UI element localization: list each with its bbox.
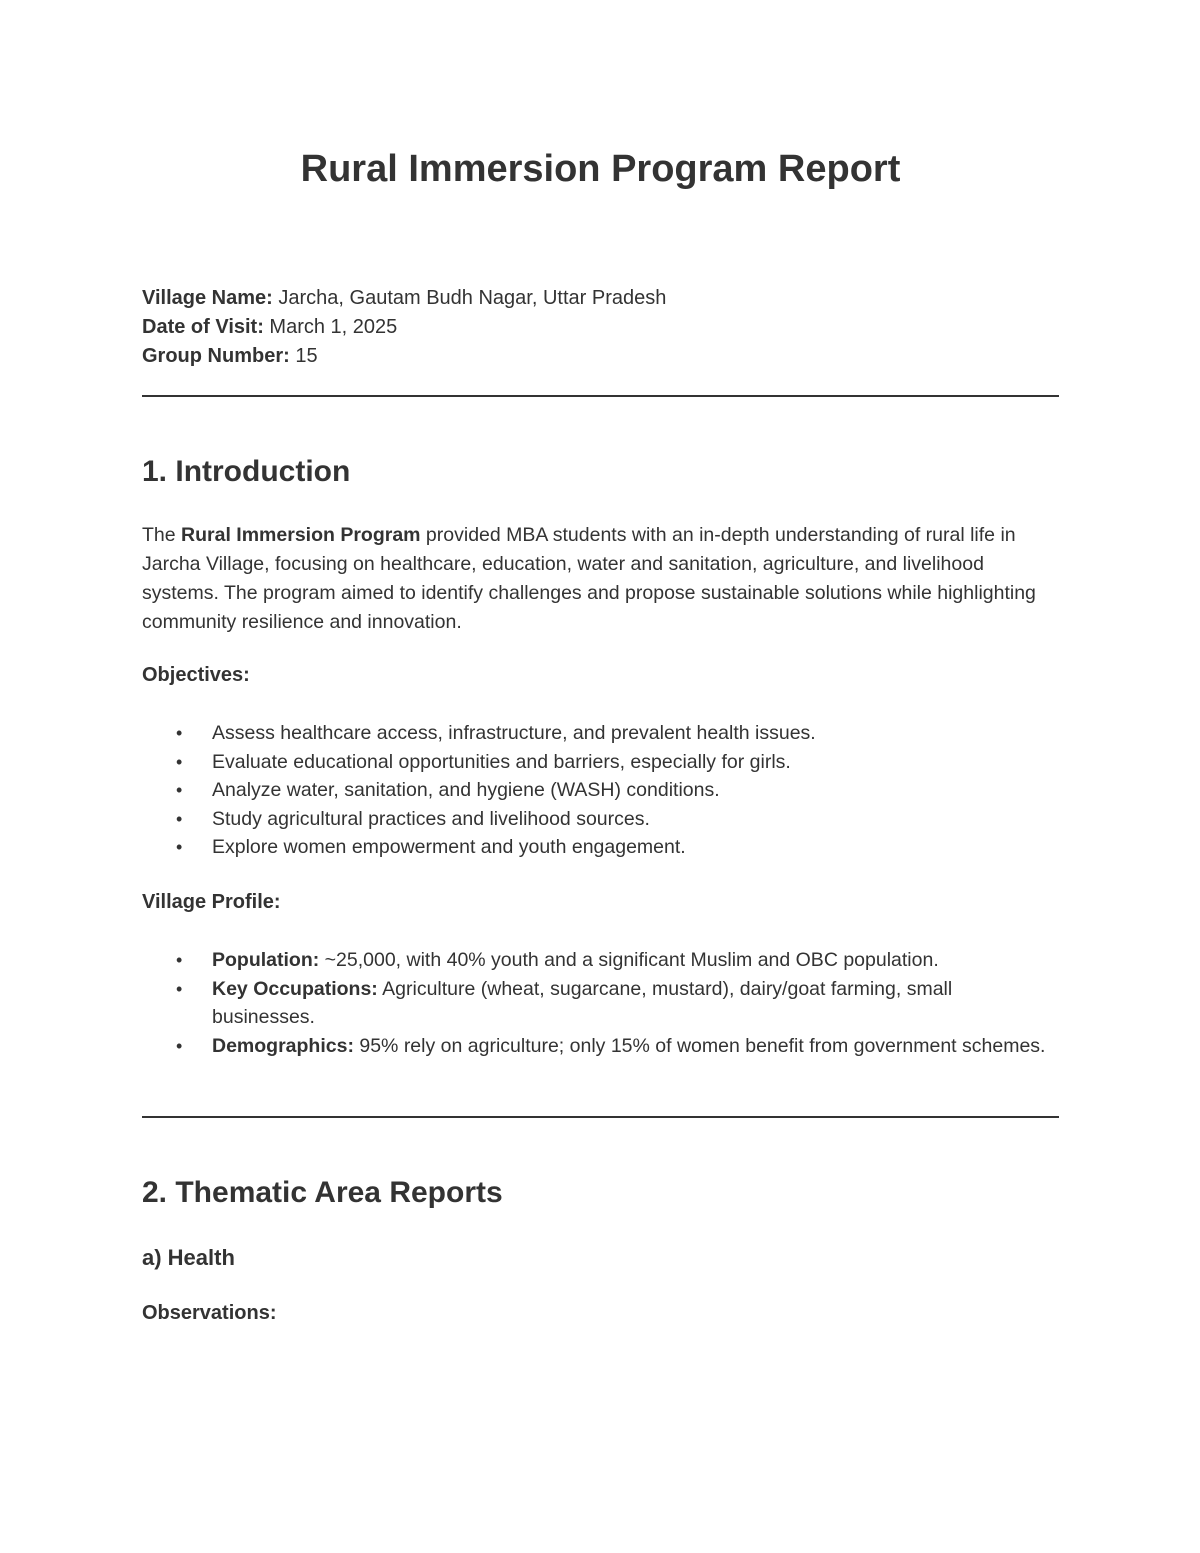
list-item [142, 833, 1059, 862]
village-profile-label: Village Profile: [142, 891, 281, 913]
objectives-list [142, 719, 1059, 862]
group-number-row [142, 342, 666, 371]
village-profile-list [142, 946, 1059, 1060]
bullet-icon: • [176, 808, 183, 829]
report-meta [142, 284, 666, 371]
horizontal-divider [142, 1116, 1059, 1118]
objective-text: Assess healthcare access, infrastructure, and prevalent health issues. [212, 722, 816, 744]
village-name-label: Village Name: [142, 287, 273, 309]
objective-text: Explore women empowerment and youth engagement. [212, 836, 686, 859]
intro-prefix: The [142, 524, 182, 546]
list-item [142, 776, 1059, 805]
introduction-paragraph [142, 521, 1059, 637]
village-name-row [142, 284, 666, 313]
objective-text: Evaluate educational opportunities and barriers, especially for girls. [212, 750, 791, 773]
group-number-label: Group Number: [142, 345, 290, 367]
bullet-icon: • [176, 1035, 183, 1056]
list-item [142, 805, 1059, 834]
intro-body: provided MBA students with an in-depth understanding of rural life in Jarcha Village, focusing on healthcare, education, water and sanitation, agriculture, and livelihood systems. The program aimed to identify challenges and propose sustainable solutions while highlighting community resilience and innovation. [142, 524, 1036, 633]
intro-program-name: Rural Immersion Program [181, 524, 421, 546]
bullet-icon: • [176, 723, 183, 743]
profile-item-label: Demographics: [212, 1034, 354, 1057]
list-item [142, 748, 1059, 777]
bullet-icon: • [176, 978, 183, 999]
bullet-icon: • [176, 837, 183, 858]
bullet-icon: • [176, 950, 183, 970]
bullet-icon: • [176, 751, 183, 772]
observations-label: Observations: [142, 1302, 277, 1324]
profile-item-text: ~25,000, with 40% youth and a significant Muslim and OBC population. [319, 949, 939, 971]
list-item [142, 1032, 1059, 1061]
thematic-heading: 2. Thematic Area Reports [142, 1176, 503, 1209]
profile-item-label: Population: [212, 949, 320, 971]
bullet-icon: • [176, 780, 183, 801]
objectives-label: Objectives: [142, 664, 250, 686]
objective-text: Study agricultural practices and livelihood sources. [212, 807, 650, 830]
document-title: Rural Immersion Program Report [300, 148, 901, 190]
profile-item-text: 95% rely on agriculture; only 15% of women benefit from government schemes. [353, 1034, 1046, 1057]
list-item [142, 719, 1059, 748]
profile-item-text: Agriculture (wheat, sugarcane, mustard), dairy/goat farming, small businesses. [212, 977, 953, 1029]
date-of-visit-row [142, 313, 666, 342]
introduction-heading: 1. Introduction [142, 455, 351, 488]
objective-text: Analyze water, sanitation, and hygiene (WASH) conditions. [212, 779, 720, 802]
group-number-value: 15 [289, 345, 318, 367]
profile-item-label: Key Occupations: [212, 977, 378, 1000]
list-item [142, 946, 1059, 975]
list-item [142, 975, 1059, 1032]
horizontal-divider [142, 395, 1059, 397]
date-of-visit-value: March 1, 2025 [263, 316, 398, 338]
date-of-visit-label: Date of Visit: [142, 316, 264, 338]
health-subheading: a) Health [142, 1245, 235, 1270]
village-name-value: Jarcha, Gautam Budh Nagar, Uttar Pradesh [272, 287, 667, 309]
